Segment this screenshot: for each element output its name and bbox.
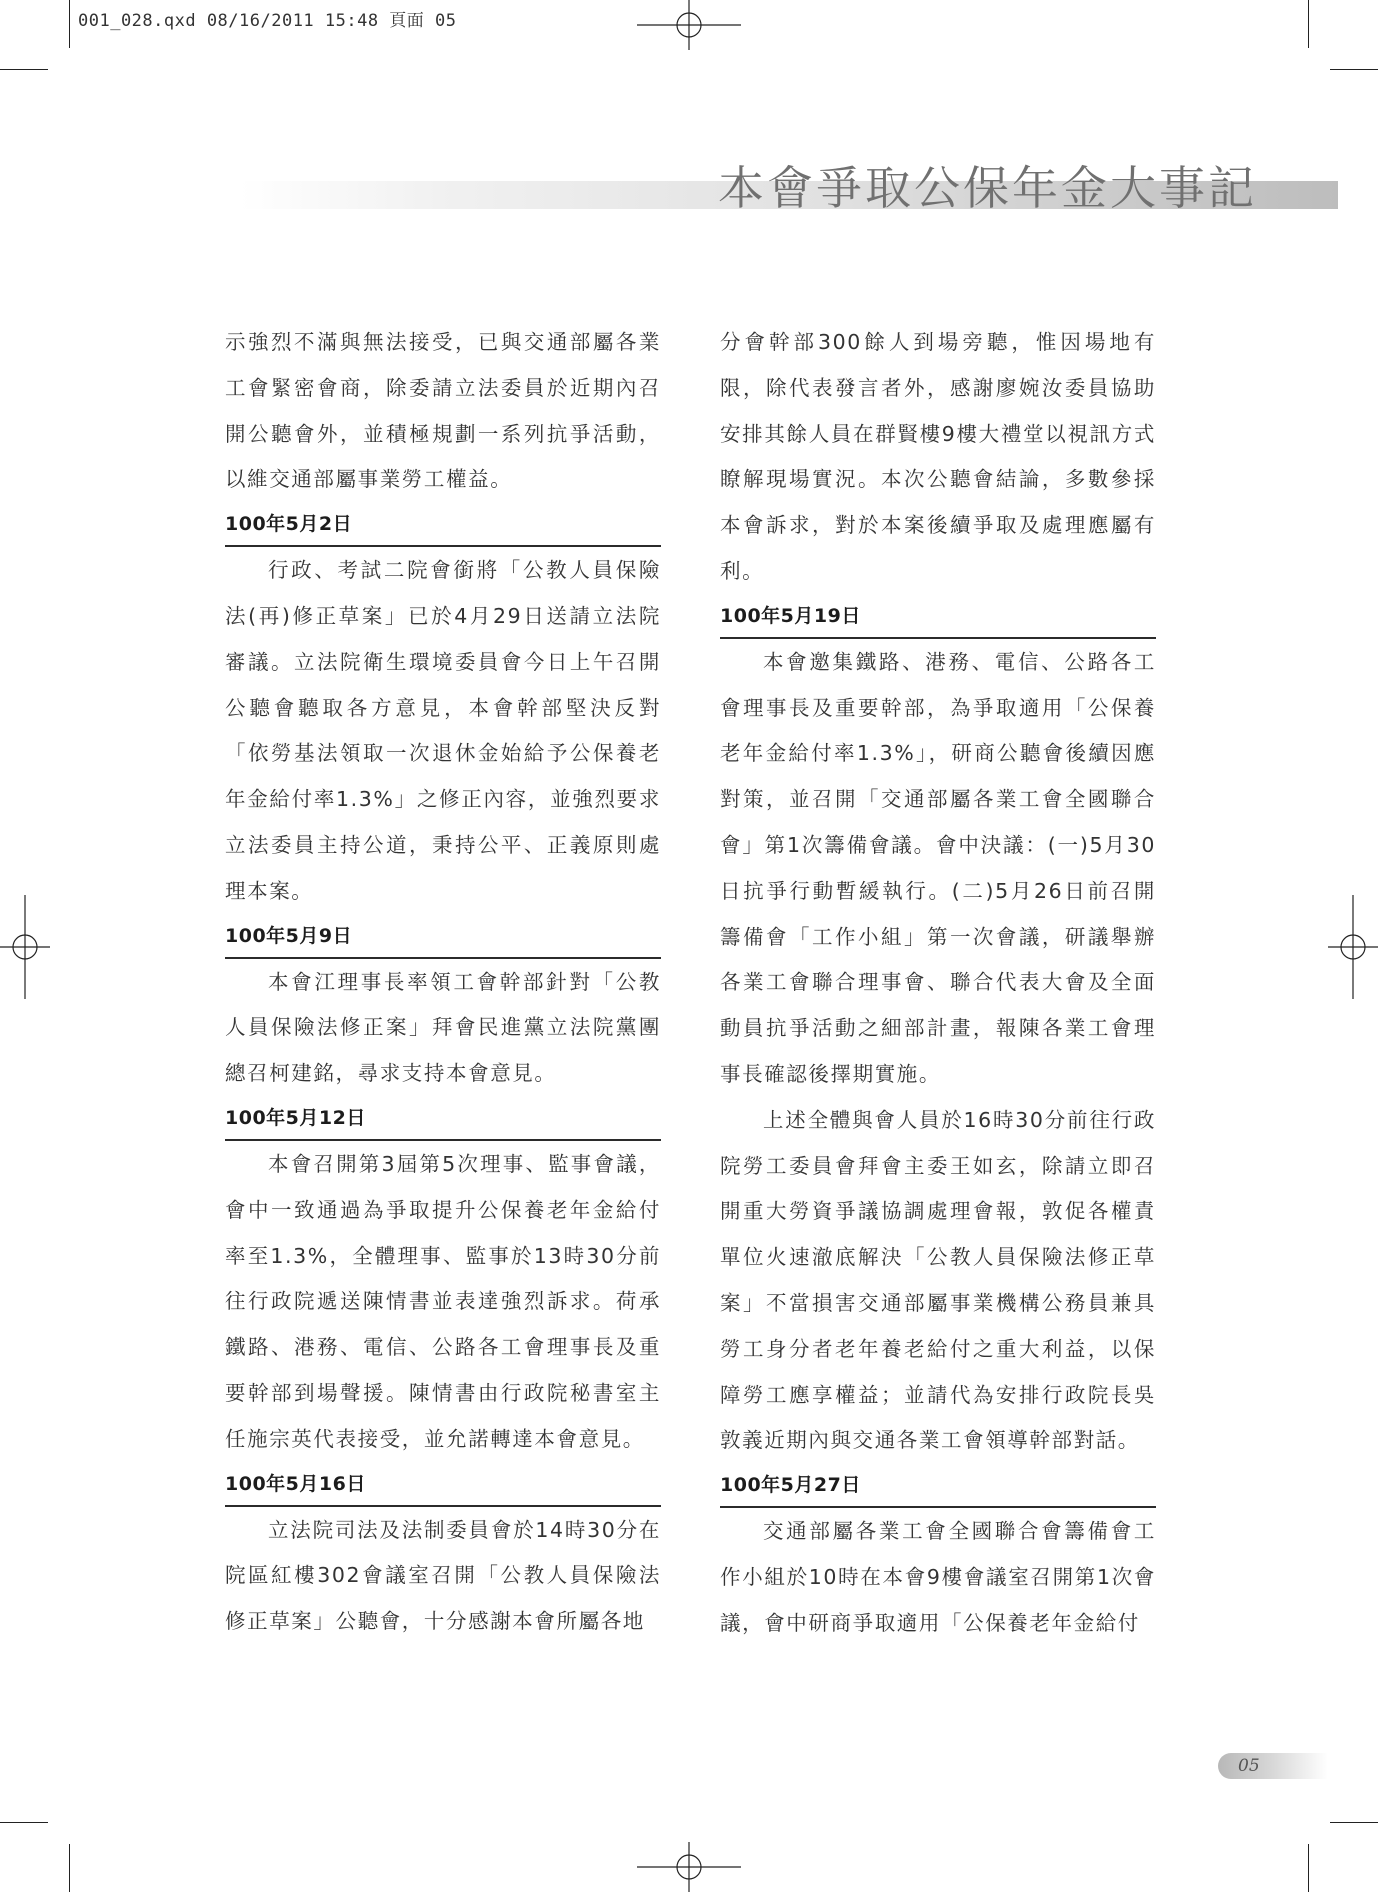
date-heading: 100年5月19日 [720,595,1156,639]
paragraph: 本會召開第3屆第5次理事、監事會議，會中一致通過為爭取提升公保養老年金給付率至1.3%，全體理事、監事於13時30分前往行政院遞送陳情書並表達強烈訴求。荷承鐵路、港務、電信、公路各工會理事長及重要幹部到場聲援。陳情書由行政院秘書室主任施宗英代表接受，並允諾轉達本會意見。 [225,1151,661,1451]
paragraph: 本會江理事長率領工會幹部針對「公教人員保險法修正案」拜會民進黨立法院黨團總召柯建銘，尋求支持本會意見。 [225,969,661,1086]
crop-mark [1308,1844,1309,1892]
date-heading: 100年5月12日 [225,1097,661,1141]
paragraph: 行政、考試二院會銜將「公教人員保險法(再)修正草案」已於4月29日送請立法院審議。立法院衛生環境委員會今日上午召開公聽會聽取各方意見，本會幹部堅決反對「依勞基法領取一次退休金始給予公保養老年金給付率1.3%」之修正內容，並強烈要求立法委員主持公道，秉持公平、正義原則處理本案。 [225,558,661,903]
date-heading: 100年5月27日 [720,1464,1156,1508]
paragraph: 示強烈不滿與無法接受，已與交通部屬各業工會緊密會商，除委請立法委員於近期內召開公聽會外，並積極規劃一系列抗爭活動，以維交通部屬事業勞工權益。 [225,330,661,492]
right-column [720,320,1156,1647]
registration-mark-bottom [637,1842,741,1892]
crop-mark [1330,1822,1378,1823]
crop-mark [69,1844,70,1892]
paragraph: 分會幹部300餘人到場旁聽，惟因場地有限，除代表發言者外，感謝廖婉汝委員協助安排其餘人員在群賢樓9樓大禮堂以視訊方式瞭解現場實況。本次公聽會結論，多數參採本會訴求，對於本案後續爭取及處理應屬有利。 [720,330,1156,583]
date-heading: 100年5月9日 [225,915,661,959]
crop-mark [0,69,48,70]
crop-mark [69,0,70,48]
paragraph: 交通部屬各業工會全國聯合會籌備會工作小組於10時在本會9樓會議室召開第1次會議，會中研商爭取適用「公保養老年金給付 [720,1519,1156,1635]
page-number-tab [1218,1753,1328,1779]
registration-mark-right [1328,895,1378,999]
page-title: 本會爭取公保年金大事記 [718,161,1257,215]
registration-mark-top [637,0,741,50]
paragraph: 上述全體與會人員於16時30分前往行政院勞工委員會拜會主委王如玄，除請立即召開重大勞資爭議協調處理會報，敦促各權責單位火速澈底解決「公教人員保險法修正草案」不當損害交通部屬事業機構公務員兼具勞工身分者老年養老給付之重大利益，以保障勞工應享權益；並請代為安排行政院長吳敦義近期內與交通各業工會領導幹部對話。 [720,1107,1156,1453]
left-column [225,320,661,1645]
print-slug: 001_028.qxd 08/16/2011 15:48 頁面 05 [78,11,457,31]
paragraph: 立法院司法及法制委員會於14時30分在院區紅樓302會議室召開「公教人員保險法修正草案」公聽會，十分感謝本會所屬各地 [225,1517,661,1634]
crop-mark [1330,69,1378,70]
crop-mark [1308,0,1309,48]
page-number: 05 [1238,1756,1260,1776]
date-heading: 100年5月2日 [225,503,661,547]
date-heading: 100年5月16日 [225,1463,661,1507]
registration-mark-left [0,895,50,999]
paragraph: 本會邀集鐵路、港務、電信、公路各工會理事長及重要幹部，為爭取適用「公保養老年金給付率1.3%」，研商公聽會後續因應對策，並召開「交通部屬各業工會全國聯合會」第1次籌備會議。會中決議：(一)5月30日抗爭行動暫緩執行。(二)5月26日前召開籌備會「工作小組」第一次會議，研議舉辦各業工會聯合理事會、聯合代表大會及全面動員抗爭活動之細部計畫，報陳各業工會理事長確認後擇期實施。 [720,649,1156,1086]
crop-mark [0,1822,48,1823]
